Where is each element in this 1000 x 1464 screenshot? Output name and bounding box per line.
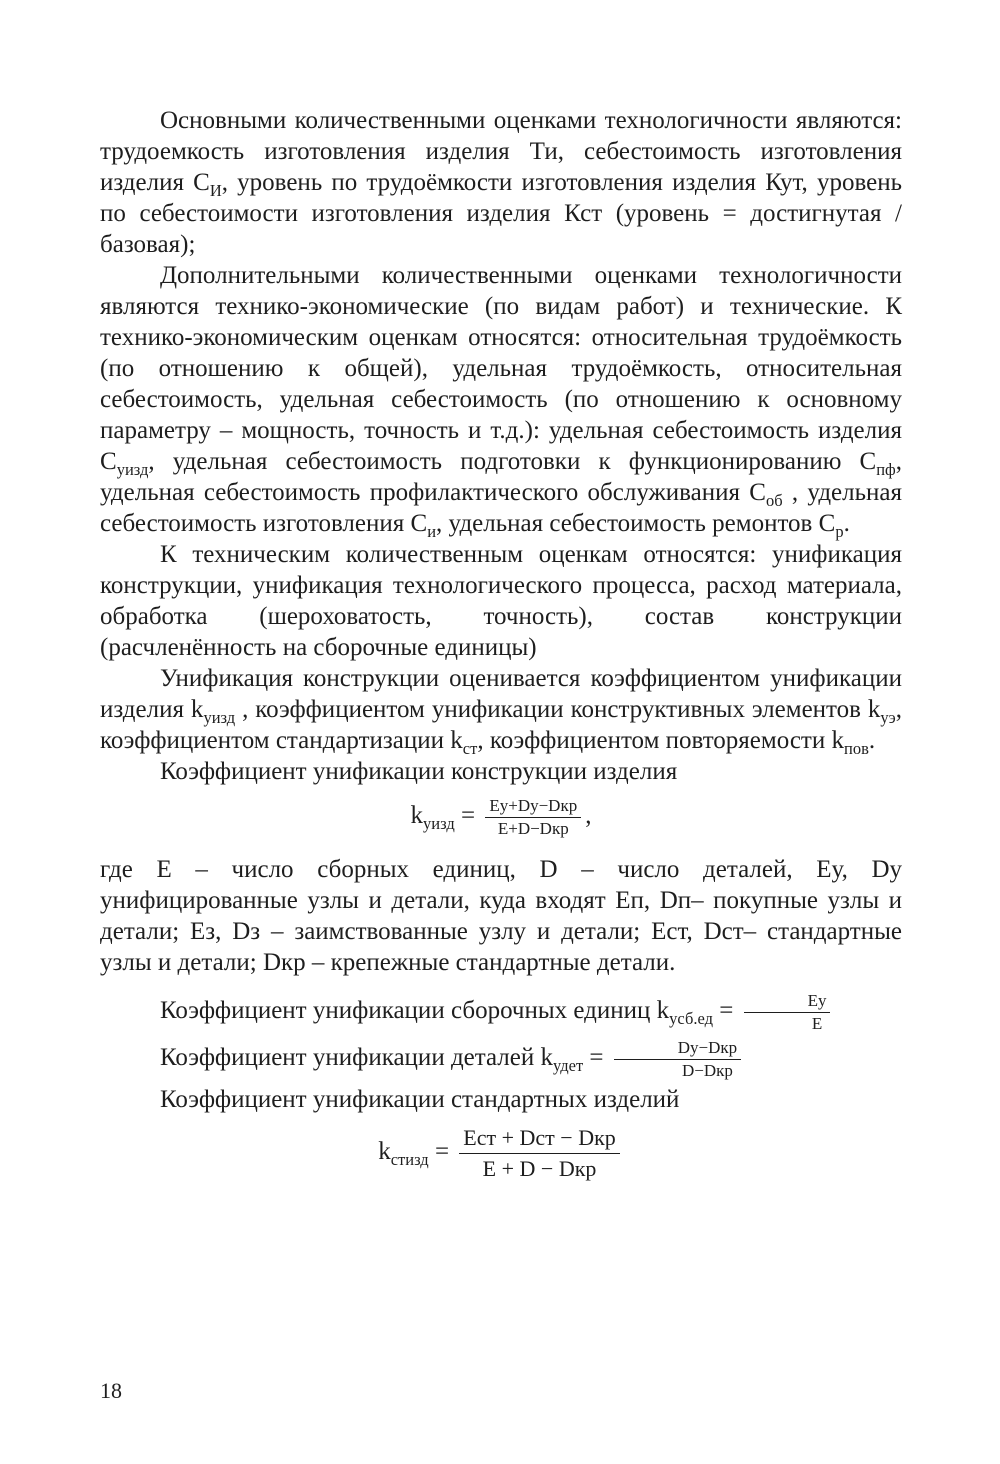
paragraph-3: К техническим количественным оценкам относятся: унификация конструкции, унификация технологического процесса, расход материала, обработка (шероховатость, точность), состав конструкции (расчленённость на сборочные единицы)	[100, 541, 902, 661]
fraction: $\frac{\text{Eст + Dст − Dкр}}{\text{E + D − Dкр}}$	[459, 1123, 619, 1184]
paragraph-4: Унификация конструкции оценивается коэффициентом унификации изделия $k_{уизд}$ , коэффициентом унификации конструктивных элементов $k_{уэ}$, коэффициентом стандартизации $k_{ст}$, коэффициентом повторяемости $k_{пов}$.	[100, 665, 902, 758]
formula-k-usb: Коэффициент унификации сборочных единиц $k_{усб.ед}$ = $\frac{Eу}{E}$	[100, 990, 902, 1035]
where-explanation: где E – число сборных единиц, D – число деталей, Eу, Dу унифицированные узлы и детали, куда входят Eп, Dп– покупные узлы и детали; Eз, Dз – заимствованные узлу и детали; Eст, Dст– стандартные узлы и детали; Dкр – крепежные стандартные детали.	[100, 856, 903, 976]
formula-k-uizd: $k_{уизд}$ = $\frac{\text{Eу+Dу−Dкр}}{\text{E+D−Dкр}}$ ,	[410, 796, 592, 838]
formula-k-stizd-label: Коэффициент унификации стандартных изделий	[160, 1086, 680, 1113]
fraction: $\frac{Eу}{E}$	[744, 990, 831, 1035]
page-number: 18	[100, 1378, 122, 1403]
fraction: $\frac{\text{Dу−Dкр}}{\text{D−Dкр}}$	[614, 1037, 741, 1082]
paragraph-2: Дополнительными количественными оценками технологичности являются технико-экономические (по видам работ) и технические. К технико-экономическим оценкам относятся: относительная трудоёмкость (по отношению к общей), удельная трудоёмкость, относительная себестоимость, удельная себестоимость (по отношению к основному параметру – мощность, точность и т.д.): удельная себестоимость изделия $C_{уизд}$, удельная себестоимость подготовки к функционированию $C_{пф}$, удельная себестоимость профилактического обслуживания $C_{об}$ , удельная себестоимость изготовления $C_и$, удельная себестоимость ремонтов $C_р$.	[100, 262, 902, 541]
paragraph-5: Коэффициент унификации конструкции изделия	[160, 758, 678, 785]
formula-k-stizd: $k_{стизд}$ = $\frac{\text{Eст + Dст − Dкр}}{\text{E + D − Dкр}}$	[100, 1123, 902, 1184]
paragraph-1: Основными количественными оценками технологичности являются: трудоемкость изготовления изделия Ти, себестоимость изготовления изделия $C_И$, уровень по трудоёмкости изготовления изделия Кут, уровень по себестоимости изготовления изделия Кст (уровень = достигнутая / базовая);	[100, 107, 903, 258]
body-text	[100, 105, 902, 1198]
formula-k-udet: Коэффициент унификации деталей $k_{удет}$ = $\frac{\text{Dу−Dкр}}{\text{D−Dкр}}$	[100, 1037, 902, 1082]
fraction: $\frac{\text{Eу+Dу−Dкр}}{\text{E+D−Dкр}}$	[485, 795, 581, 840]
